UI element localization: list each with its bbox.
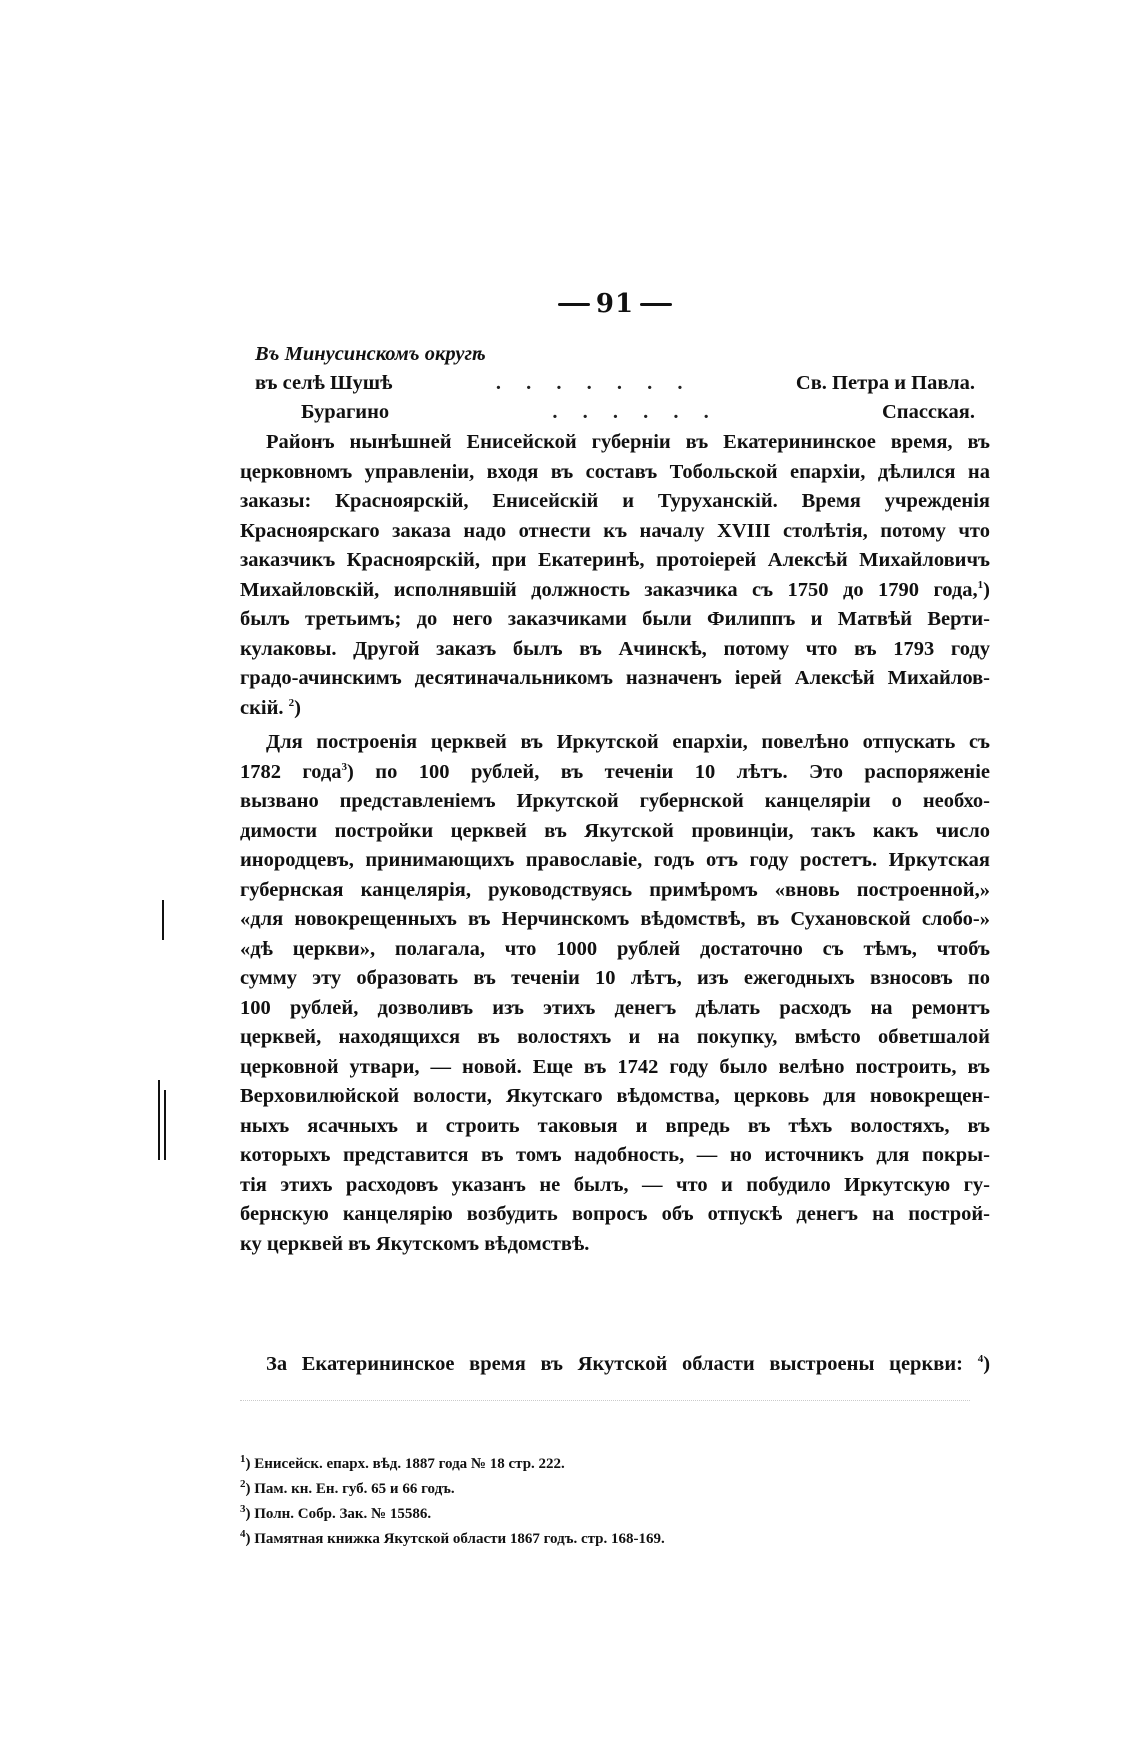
leader-dots: . . . . . . (552, 401, 719, 423)
text-line: тія этихъ расходовъ указанъ не былъ, — что и побудило Иркутскую гу- (240, 1173, 990, 1196)
text-line: былъ третьимъ; до него заказчиками были Филиппъ и Матвѣй Верти- (240, 608, 990, 630)
left-ornament-icon (558, 303, 590, 306)
footnote: $^1$) Енисейск. епарх. вѣд. 1887 года № 18 стр. 222. (240, 1453, 565, 1472)
footnote-mark: 3 (341, 760, 348, 773)
footnote-number: 2 (240, 1478, 246, 1490)
text-span: За Екатерининское время въ Якутской области выстроены церкви: (266, 1353, 963, 1375)
text-span: скій. (240, 696, 284, 719)
footnotes (240, 1452, 970, 1552)
district-title: Въ Минусинскомъ округѣ (255, 343, 486, 365)
bleed-through (240, 1400, 970, 1421)
page-header (535, 286, 695, 322)
text-line: Для построенія церквей въ Иркутской епархіи, повелѣно отпускать съ (266, 731, 990, 753)
text-span: Михайловскій, исполнявшій должность заказчика съ 1750 до 1790 года, (240, 578, 978, 601)
text-line: «для новокрещенныхъ въ Нерчинскомъ вѣдомствѣ, въ Сухановской слобо-» (240, 908, 990, 930)
text-line: церковной утвари, — новой. Еще въ 1742 году было велѣно построить, въ (240, 1055, 990, 1078)
leader-dots: . . . . . . . (495, 372, 693, 394)
margin-mark (164, 1090, 166, 1160)
footnote-number: 1 (240, 1453, 246, 1465)
footnote-text: Енисейск. епарх. вѣд. 1887 года № 18 стр. 222. (254, 1456, 565, 1472)
parish-row (255, 398, 975, 427)
paragraph-2 (240, 728, 990, 1259)
margin-mark (162, 900, 164, 940)
paragraph-3 (240, 1350, 990, 1380)
text-line: церквей, находящихся въ волостяхъ и на покупку, вмѣсто обветшалой (240, 1026, 990, 1048)
footnote: $^4$) Памятная книжка Якутской области 1867 годъ. стр. 168-169. (240, 1528, 665, 1547)
text-line: За Екатерининское время въ Якутской области выстроены церкви: $^4$) (266, 1353, 990, 1375)
text-line: Верхoвилюйской волости, Якутскаго вѣдомства, церковь для новокрещен- (240, 1085, 990, 1107)
text-span: по 100 рублей, въ теченіи 10 лѣтъ. Это распоряженіе (375, 760, 990, 783)
text-line: Михайловскій, исполнявшій должность заказчика съ 1750 до 1790 года,$^1$) (240, 578, 990, 601)
text-line: ныхъ ясачныхъ и строить таковыя и впредь въ тѣхъ волостяхъ, въ (240, 1114, 990, 1137)
parish-church: Св. Петра и Павла. (795, 372, 975, 394)
text-line: сумму эту образовать въ теченіи 10 лѣтъ, изъ ежегодныхъ взносовъ по (240, 967, 990, 989)
text-line: вызвано представленіемъ Иркутской губернской канцеляріи о необхо- (240, 790, 990, 812)
text-line: бернскую канцелярію возбудить вопросъ объ отпускѣ денегъ на построй- (240, 1203, 990, 1225)
margin-marks (158, 900, 168, 1160)
footnote-text: Полн. Собр. Зак. № 15586. (254, 1506, 432, 1522)
text-line: ку церквей въ Якутскомъ вѣдомствѣ. (240, 1232, 590, 1255)
footnote-text: Памятная книжка Якутской области 1867 годъ. стр. 168-169. (254, 1531, 665, 1547)
page-number: 91 (595, 289, 635, 319)
text-line: димости постройки церквей въ Якутской провинціи, такъ какъ число (240, 819, 990, 842)
text-span: 1782 года (240, 760, 342, 783)
footnote: $^3$) Полн. Собр. Зак. № 15586. (240, 1503, 432, 1522)
parish-place: въ селѣ Шушѣ (255, 372, 393, 394)
text-line: заказы: Красноярскій, Енисейскій и Туруханскій. Время учрежденія (240, 490, 990, 512)
text-line: инородцевъ, принимающихъ православіе, годъ отъ году ростетъ. Иркутская (240, 849, 990, 871)
text-line: церковномъ управленіи, входя въ составъ Тобольской епархіи, дѣлился на (240, 460, 990, 483)
parish-table (255, 340, 975, 427)
text-line: заказчикъ Красноярскій, при Екатеринѣ, протоіерей Алексѣй Михайловичъ (240, 549, 990, 571)
paragraph-1 (240, 428, 990, 723)
footnote-mark: 4 (977, 1353, 984, 1366)
text-line: Красноярскаго заказа надо отнести къ началу XVIII столѣтія, потому что (240, 519, 990, 542)
parish-church: Спасская. (881, 401, 975, 423)
parish-row (255, 369, 975, 398)
footnote-mark: 1 (977, 578, 984, 591)
right-ornament-icon (640, 303, 672, 306)
text-line: 100 рублей, дозволивъ изъ этихъ денегъ дѣлать расходъ на ремонтъ (240, 996, 990, 1019)
text-line: кулаковы. Другой заказъ былъ въ Ачинскѣ, потому что въ 1793 году (240, 637, 990, 660)
parish-district-row (255, 340, 975, 369)
text-line: скій. $^2$) (240, 696, 301, 719)
text-line: губернская канцелярія, руководствуясь примѣромъ «вновь построенной,» (240, 878, 990, 901)
text-line: Районъ нынѣшней Енисейской губерніи въ Екатерининское время, въ (266, 431, 990, 453)
footnote-number: 4 (240, 1528, 246, 1540)
text-line: 1782 года$^3$) по 100 рублей, въ теченіи 10 лѣтъ. Это распоряженіе (240, 760, 990, 783)
text-line: градо-ачинскимъ десятиначальникомъ назначенъ іерей Алексѣй Михайлов- (240, 667, 990, 689)
margin-mark (158, 1080, 160, 1160)
parish-place: Бурагино (301, 401, 390, 423)
text-line: которыхъ представится въ томъ надобность, — но источникъ для покры- (240, 1144, 990, 1166)
text-line: «дѣ церкви», полагала, что 1000 рублей достаточно съ тѣмъ, чтобъ (240, 937, 990, 960)
footnote-mark: 2 (288, 696, 295, 709)
footnote-number: 3 (240, 1503, 246, 1515)
footnote: $^2$) Пам. кн. Ен. губ. 65 и 66 годъ. (240, 1478, 455, 1497)
footnote-text: Пам. кн. Ен. губ. 65 и 66 годъ. (254, 1481, 455, 1497)
